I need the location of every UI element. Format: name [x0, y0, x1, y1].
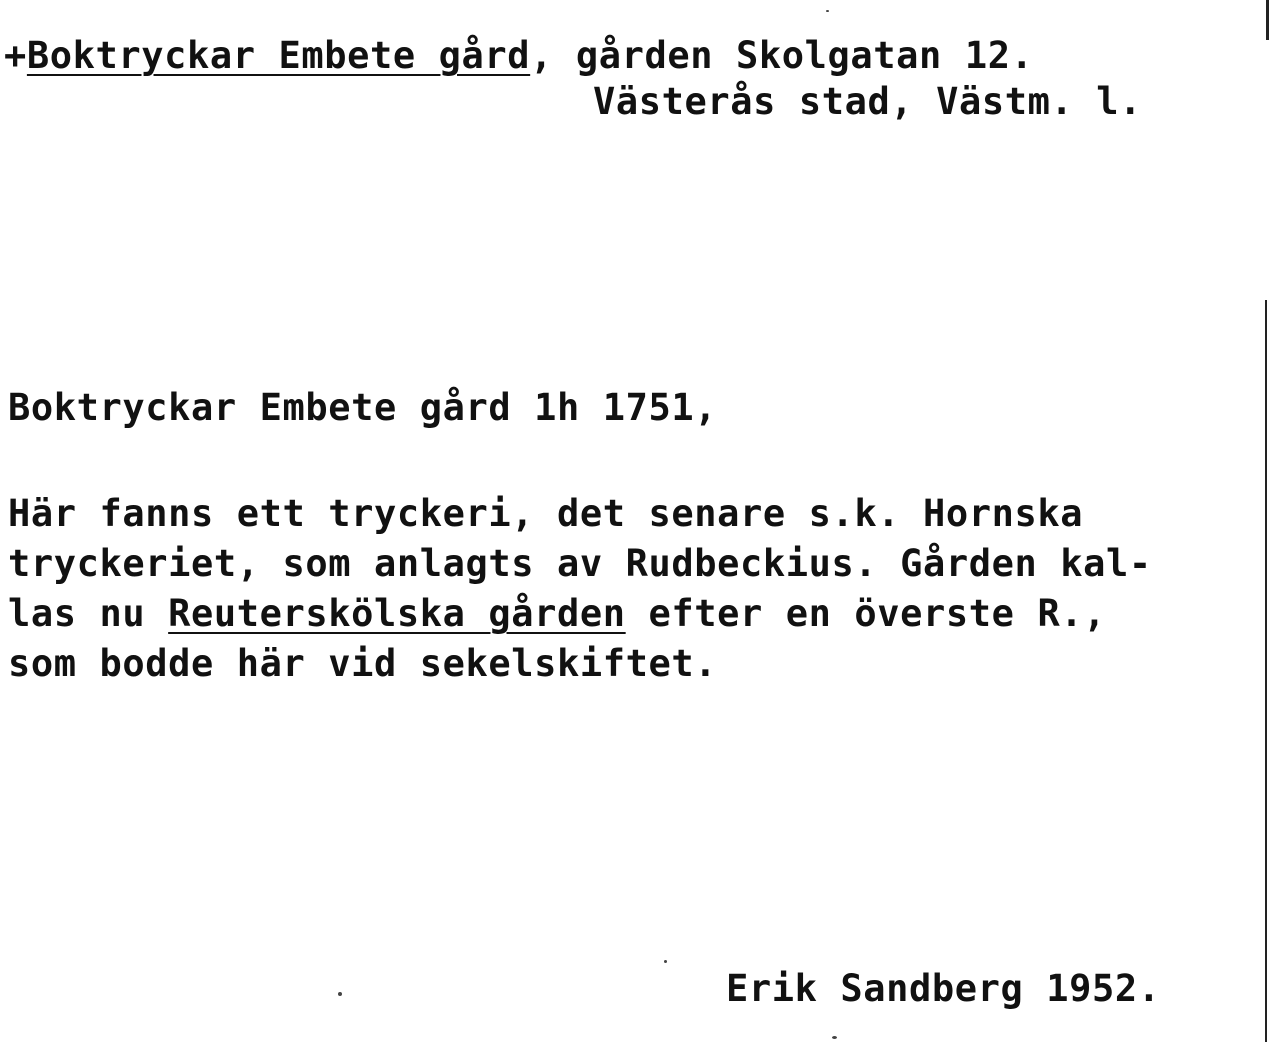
card-location: Västerås stad, Västm. l. [593, 80, 1143, 123]
speck [826, 10, 829, 12]
card-title-line [4, 30, 1033, 82]
speck [832, 1036, 837, 1039]
paragraph-line-3-start: las nu [8, 592, 169, 635]
card-heading: Boktryckar Embete gård 1h 1751, [8, 386, 718, 429]
card-title-address: , gården Skolgatan 12. [530, 34, 1034, 77]
underlined-place-name: Reuterskölska gården [168, 592, 626, 635]
card-edge [1265, 300, 1267, 1042]
signature: Erik Sandberg 1952. [726, 967, 1161, 1010]
title-prefix: + [4, 34, 27, 77]
paragraph-line-4: som bodde här vid sekelskiftet. [8, 642, 718, 685]
paragraph-line-3-end: efter en överste R., [625, 592, 1107, 635]
paragraph-line-1: Här fanns ett tryckeri, det senare s.k. Hornska [8, 492, 1084, 535]
card-edge-top [1266, 0, 1269, 40]
paragraph-line-3 [8, 588, 1106, 640]
speck [664, 960, 667, 963]
paragraph-line-2: tryckeriet, som anlagts av Rudbeckius. Gården kal- [8, 542, 1152, 585]
card-title: Boktryckar Embete gård [26, 34, 531, 77]
speck [338, 992, 342, 996]
